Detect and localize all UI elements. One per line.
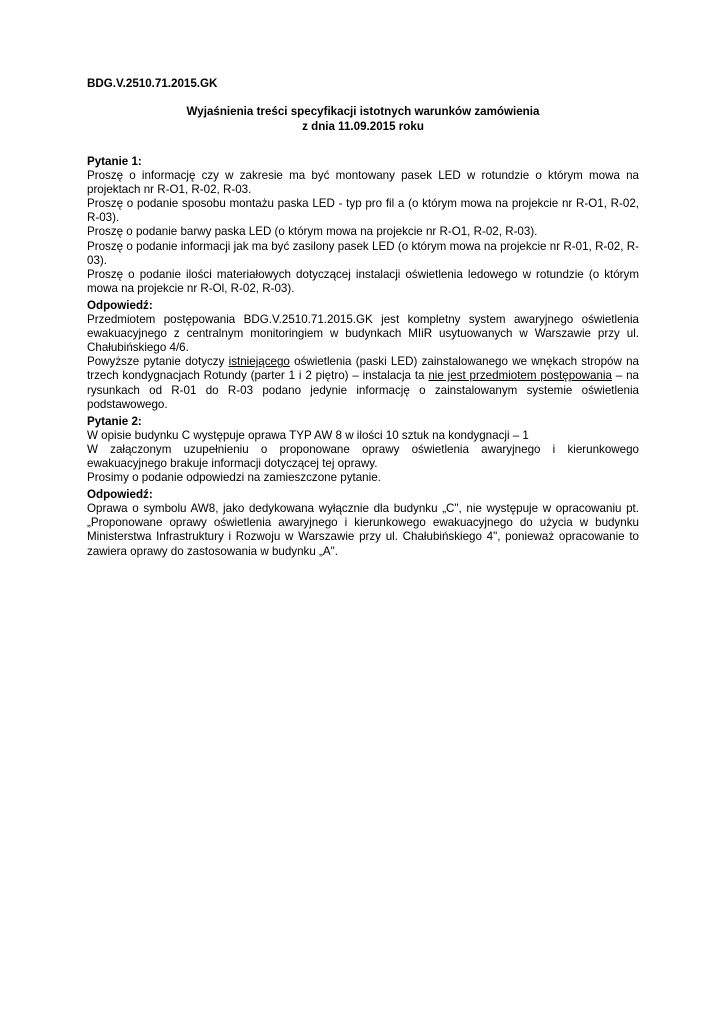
answer-1-underlined-text: nie jest przedmiotem postępowania <box>428 369 612 383</box>
answer-1-paragraph: Przedmiotem postępowania BDG.V.2510.71.2015.GK jest kompletny system awaryjnego oświetlenia ewakuacyjnego z centralnym monitoringiem w budynkach MIiR usytuowanych w Warszawie przy ul. Chałubińskiego 4/6. <box>87 313 639 355</box>
question-2-line: Prosimy o podanie odpowiedzi na zamieszczone pytanie. <box>87 471 381 485</box>
answer-1-underlined-text: istniejącego <box>228 355 290 369</box>
question-1-line: Proszę o informację czy w zakresie ma być montowany pasek LED w rotundzie o którym mowa na projektach nr R-O1, R-02, R-03. <box>87 169 639 197</box>
answer-2-paragraph: Oprawa o symbolu AW8, jako dedykowana wyłącznie dla budynku „C", nie występuje w opracowaniu pt. „Proponowane oprawy oświetlenia awaryjnego i kierunkowego ewakuacyjnego do użycia w budynku Ministerstwa Infrastruktury i Rozwoju w Warszawie przy ul. Chałubińskiego 4", ponieważ opracowanie to zawiera oprawy do zastosowania w budynku „A". <box>87 502 639 558</box>
answer-2-heading: Odpowiedź: <box>87 488 153 502</box>
document-body <box>87 155 639 559</box>
question-1-line: Proszę o podanie sposobu montażu paska LED - typ pro fil a (o którym mowa na projekcie nr R-O1, R-02, R-03). <box>87 197 639 225</box>
question-1-line: Proszę o podanie informacji jak ma być zasilony pasek LED (o którym mowa na projekcie nr R-01, R-02, R-03). <box>87 239 639 267</box>
document-reference-number: BDG.V.2510.71.2015.GK <box>87 77 218 90</box>
question-2-line: W opisie budynku C występuje oprawa TYP AW 8 w ilości 10 sztuk na kondygnacji – 1 <box>87 428 529 442</box>
title-line-1: Wyjaśnienia treści specyfikacji istotnych warunków zamówienia <box>186 105 540 118</box>
question-2-heading: Pytanie 2: <box>87 414 142 428</box>
question-2-line: W załączonym uzupełnieniu o proponowane oprawy oświetlenia awaryjnego i kierunkowego ewakuacyjnego brakuje informacji dotyczącej tej oprawy. <box>87 442 639 470</box>
answer-1-text: Powyższe pytanie dotyczy <box>87 355 229 369</box>
answer-1-paragraph <box>87 355 639 411</box>
question-1-line: Proszę o podanie ilości materiałowych dotyczącej instalacji oświetlenia ledowego w rotundzie (o którym mowa na projekcie nr R-Ol, R-02, R-03). <box>87 267 639 295</box>
question-1-line: Proszę o podanie barwy paska LED (o którym mowa na projekcie nr R-O1, R-02, R-03). <box>87 225 538 239</box>
document-title <box>87 105 639 134</box>
answer-1-text: – na rysunkach od R-01 do R-03 podano jedynie informację o zainstalowanym systemie oświetlenia podstawowego. <box>87 369 639 411</box>
title-line-2: z dnia 11.09.2015 roku <box>302 119 424 133</box>
answer-1-heading: Odpowiedź: <box>87 298 153 312</box>
question-1-heading: Pytanie 1: <box>87 155 142 168</box>
answer-1-text: oświetlenia (paski LED) zainstalowanego we wnękach stropów na trzech kondygnacjach Rotundy (parter 1 i 2 piętro) – instalacja ta <box>87 355 640 383</box>
